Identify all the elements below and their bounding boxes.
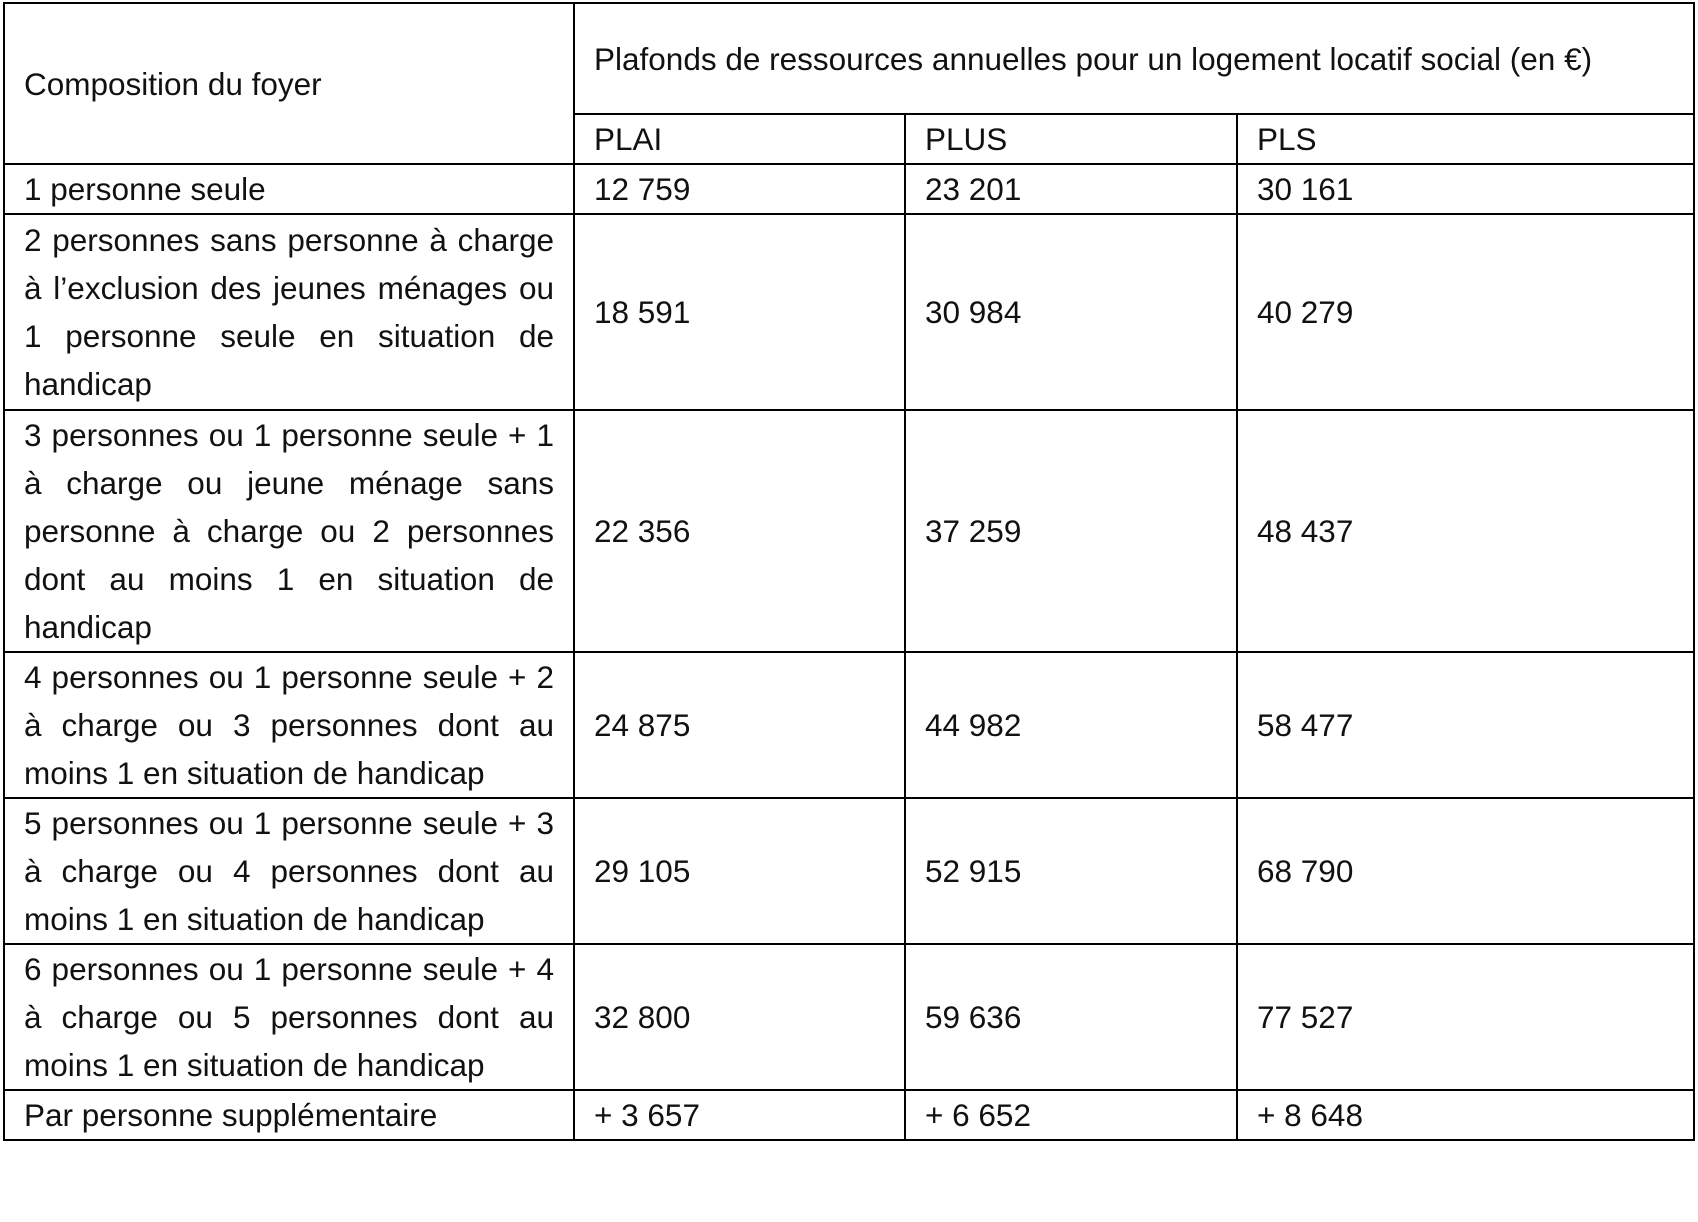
value-plai: 24 875	[574, 652, 905, 798]
value-plai: 32 800	[574, 944, 905, 1090]
value-pls: 40 279	[1237, 214, 1694, 410]
value-pls: 48 437	[1237, 410, 1694, 652]
value-plus: 30 984	[905, 214, 1237, 410]
value-plai: 29 105	[574, 798, 905, 944]
column-header-plus: PLUS	[905, 114, 1237, 164]
value-plus: 44 982	[905, 652, 1237, 798]
row-label: 4 personnes ou 1 personne seule + 2 à charge ou 3 personnes dont au moins 1 en situation de handicap	[4, 652, 574, 798]
row-label: Par personne supplémentaire	[4, 1090, 574, 1140]
header-income-ceilings: Plafonds de ressources annuelles pour un logement locatif social (en €)	[574, 3, 1694, 114]
value-plus: 52 915	[905, 798, 1237, 944]
value-pls: 58 477	[1237, 652, 1694, 798]
header-household-composition: Composition du foyer	[4, 3, 574, 164]
table-row	[4, 798, 1694, 944]
table-row	[4, 164, 1694, 214]
table-row	[4, 214, 1694, 410]
value-pls: 68 790	[1237, 798, 1694, 944]
value-pls: + 8 648	[1237, 1090, 1694, 1140]
value-plus: 59 636	[905, 944, 1237, 1090]
table-row	[4, 1090, 1694, 1140]
value-plus: 37 259	[905, 410, 1237, 652]
row-label: 3 personnes ou 1 personne seule + 1 à charge ou jeune ménage sans personne à charge ou 2 personnes dont au moins 1 en situation de handicap	[4, 410, 574, 652]
table-row	[4, 944, 1694, 1090]
row-label: 5 personnes ou 1 personne seule + 3 à charge ou 4 personnes dont au moins 1 en situation de handicap	[4, 798, 574, 944]
row-label: 2 personnes sans personne à charge à l’exclusion des jeunes ménages ou 1 personne seule en situation de handicap	[4, 214, 574, 410]
value-plai: 22 356	[574, 410, 905, 652]
header-row-top	[4, 3, 1694, 114]
value-pls: 30 161	[1237, 164, 1694, 214]
value-plai: + 3 657	[574, 1090, 905, 1140]
value-plai: 12 759	[574, 164, 905, 214]
value-plus: 23 201	[905, 164, 1237, 214]
column-header-pls: PLS	[1237, 114, 1694, 164]
column-header-plai: PLAI	[574, 114, 905, 164]
income-ceilings-table	[3, 2, 1695, 1141]
table-row	[4, 410, 1694, 652]
value-pls: 77 527	[1237, 944, 1694, 1090]
table-row	[4, 652, 1694, 798]
row-label: 6 personnes ou 1 personne seule + 4 à charge ou 5 personnes dont au moins 1 en situation de handicap	[4, 944, 574, 1090]
row-label: 1 personne seule	[4, 164, 574, 214]
value-plus: + 6 652	[905, 1090, 1237, 1140]
value-plai: 18 591	[574, 214, 905, 410]
